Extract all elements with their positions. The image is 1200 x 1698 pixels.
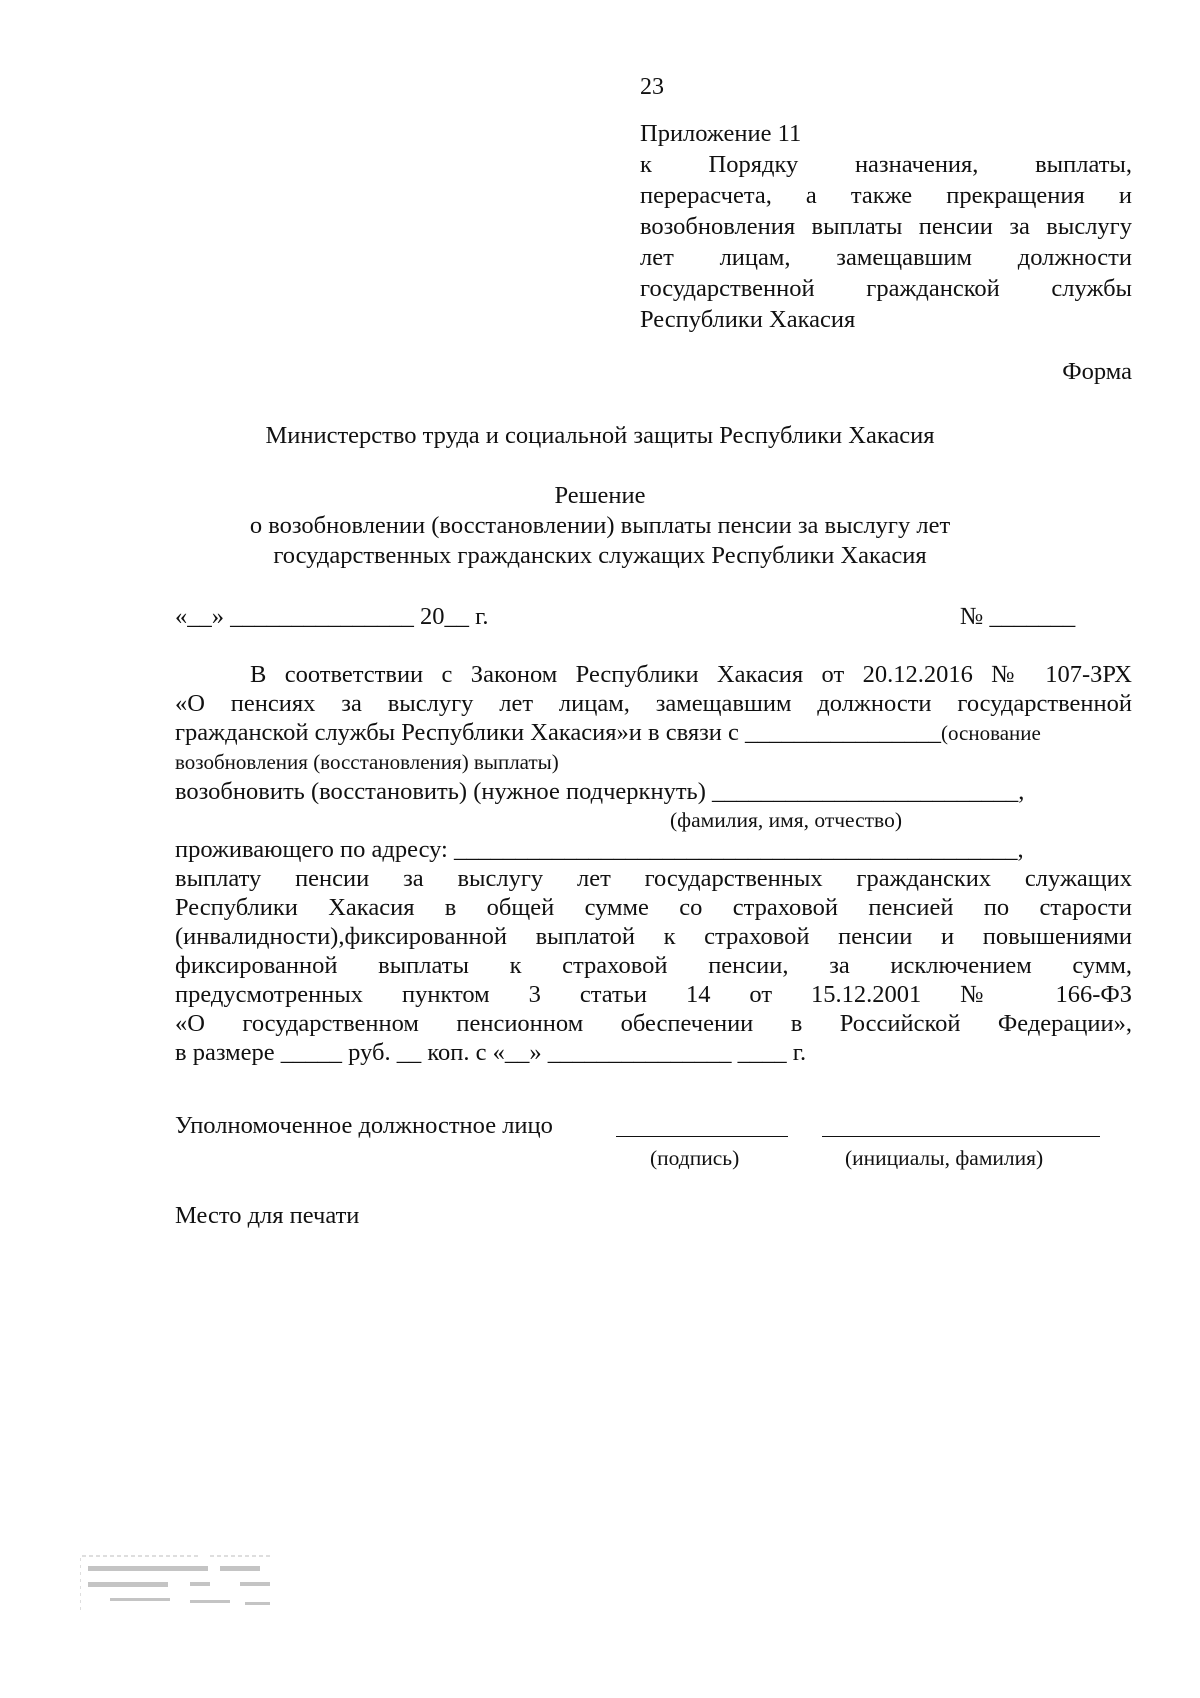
- appendix-line: лет лицам, замещавшим должности: [640, 244, 1132, 271]
- decision-subtitle-line: государственных гражданских служащих Республики Хакасия: [273, 542, 927, 569]
- official-label: Уполномоченное должностное лицо: [175, 1112, 553, 1139]
- fio-field[interactable]: возобновить (восстановить) (нужное подчеркнуть) _________________________,: [175, 778, 1025, 805]
- amount-field[interactable]: в размере _____ руб. __ коп. с «__» _______________ ____ г.: [175, 1039, 807, 1066]
- appendix-line: Республики Хакасия: [640, 306, 856, 333]
- signature-caption: (подпись): [650, 1146, 740, 1170]
- seal-place-label: Место для печати: [175, 1202, 360, 1229]
- appendix-line: к Порядку назначения, выплаты,: [640, 151, 1132, 178]
- faded-stamp-image: [80, 1550, 290, 1627]
- appendix-title: Приложение 11: [640, 120, 802, 147]
- appendix-block: [640, 118, 1132, 335]
- decision-body: [175, 660, 1132, 1067]
- number-field[interactable]: № _______: [960, 603, 1076, 630]
- body-line: «О государственном пенсионном обеспечении в Российской Федерации»,: [175, 1010, 1132, 1037]
- body-line: выплату пенсии за выслугу лет государственных гражданских служащих: [175, 865, 1132, 892]
- body-line: фиксированной выплаты к страховой пенсии, за исключением сумм,: [175, 952, 1132, 979]
- date-field[interactable]: «__» _______________ 20__ г.: [175, 603, 489, 630]
- appendix-line: перерасчета, а также прекращения и: [640, 182, 1132, 209]
- basis-hint: (основание: [941, 721, 1041, 745]
- name-line[interactable]: [822, 1136, 1100, 1137]
- decision-subtitle: [0, 511, 1200, 571]
- ministry-name: Министерство труда и социальной защиты Республики Хакасия: [265, 422, 935, 449]
- basis-field[interactable]: гражданской службы Республики Хакасия»и в связи с ________________: [175, 719, 941, 746]
- decision-title: Решение: [554, 482, 646, 509]
- body-line: (инвалидности),фиксированной выплатой к страховой пенсии и повышениями: [175, 923, 1132, 950]
- decision-subtitle-line: о возобновлении (восстановлении) выплаты пенсии за выслугу лет: [249, 512, 951, 539]
- appendix-line: возобновления выплаты пенсии за выслугу: [640, 213, 1132, 240]
- body-line: предусмотренных пунктом 3 статьи 14 от 15.12.2001 № 166-ФЗ: [175, 981, 1132, 1008]
- signature-line[interactable]: [616, 1136, 788, 1137]
- name-caption: (инициалы, фамилия): [845, 1146, 1044, 1170]
- body-line-with-basis: [175, 718, 1132, 748]
- body-line: В соответствии с Законом Республики Хакасия от 20.12.2016 № 107-ЗРХ: [250, 661, 1132, 688]
- page-number: 23: [640, 74, 664, 100]
- body-line: «О пенсиях за выслугу лет лицам, замещавшим должности государственной: [175, 690, 1132, 717]
- address-field[interactable]: проживающего по адресу: ______________________________________________,: [175, 836, 1024, 863]
- basis-hint-cont: возобновления (восстановления) выплаты): [175, 750, 559, 774]
- form-label: Форма: [1062, 358, 1132, 385]
- faded-stamp-icon: [80, 1550, 290, 1620]
- fio-hint: (фамилия, имя, отчество): [670, 808, 902, 832]
- body-line: Республики Хакасия в общей сумме со страховой пенсией по старости: [175, 894, 1132, 921]
- appendix-line: государственной гражданской службы: [640, 275, 1132, 302]
